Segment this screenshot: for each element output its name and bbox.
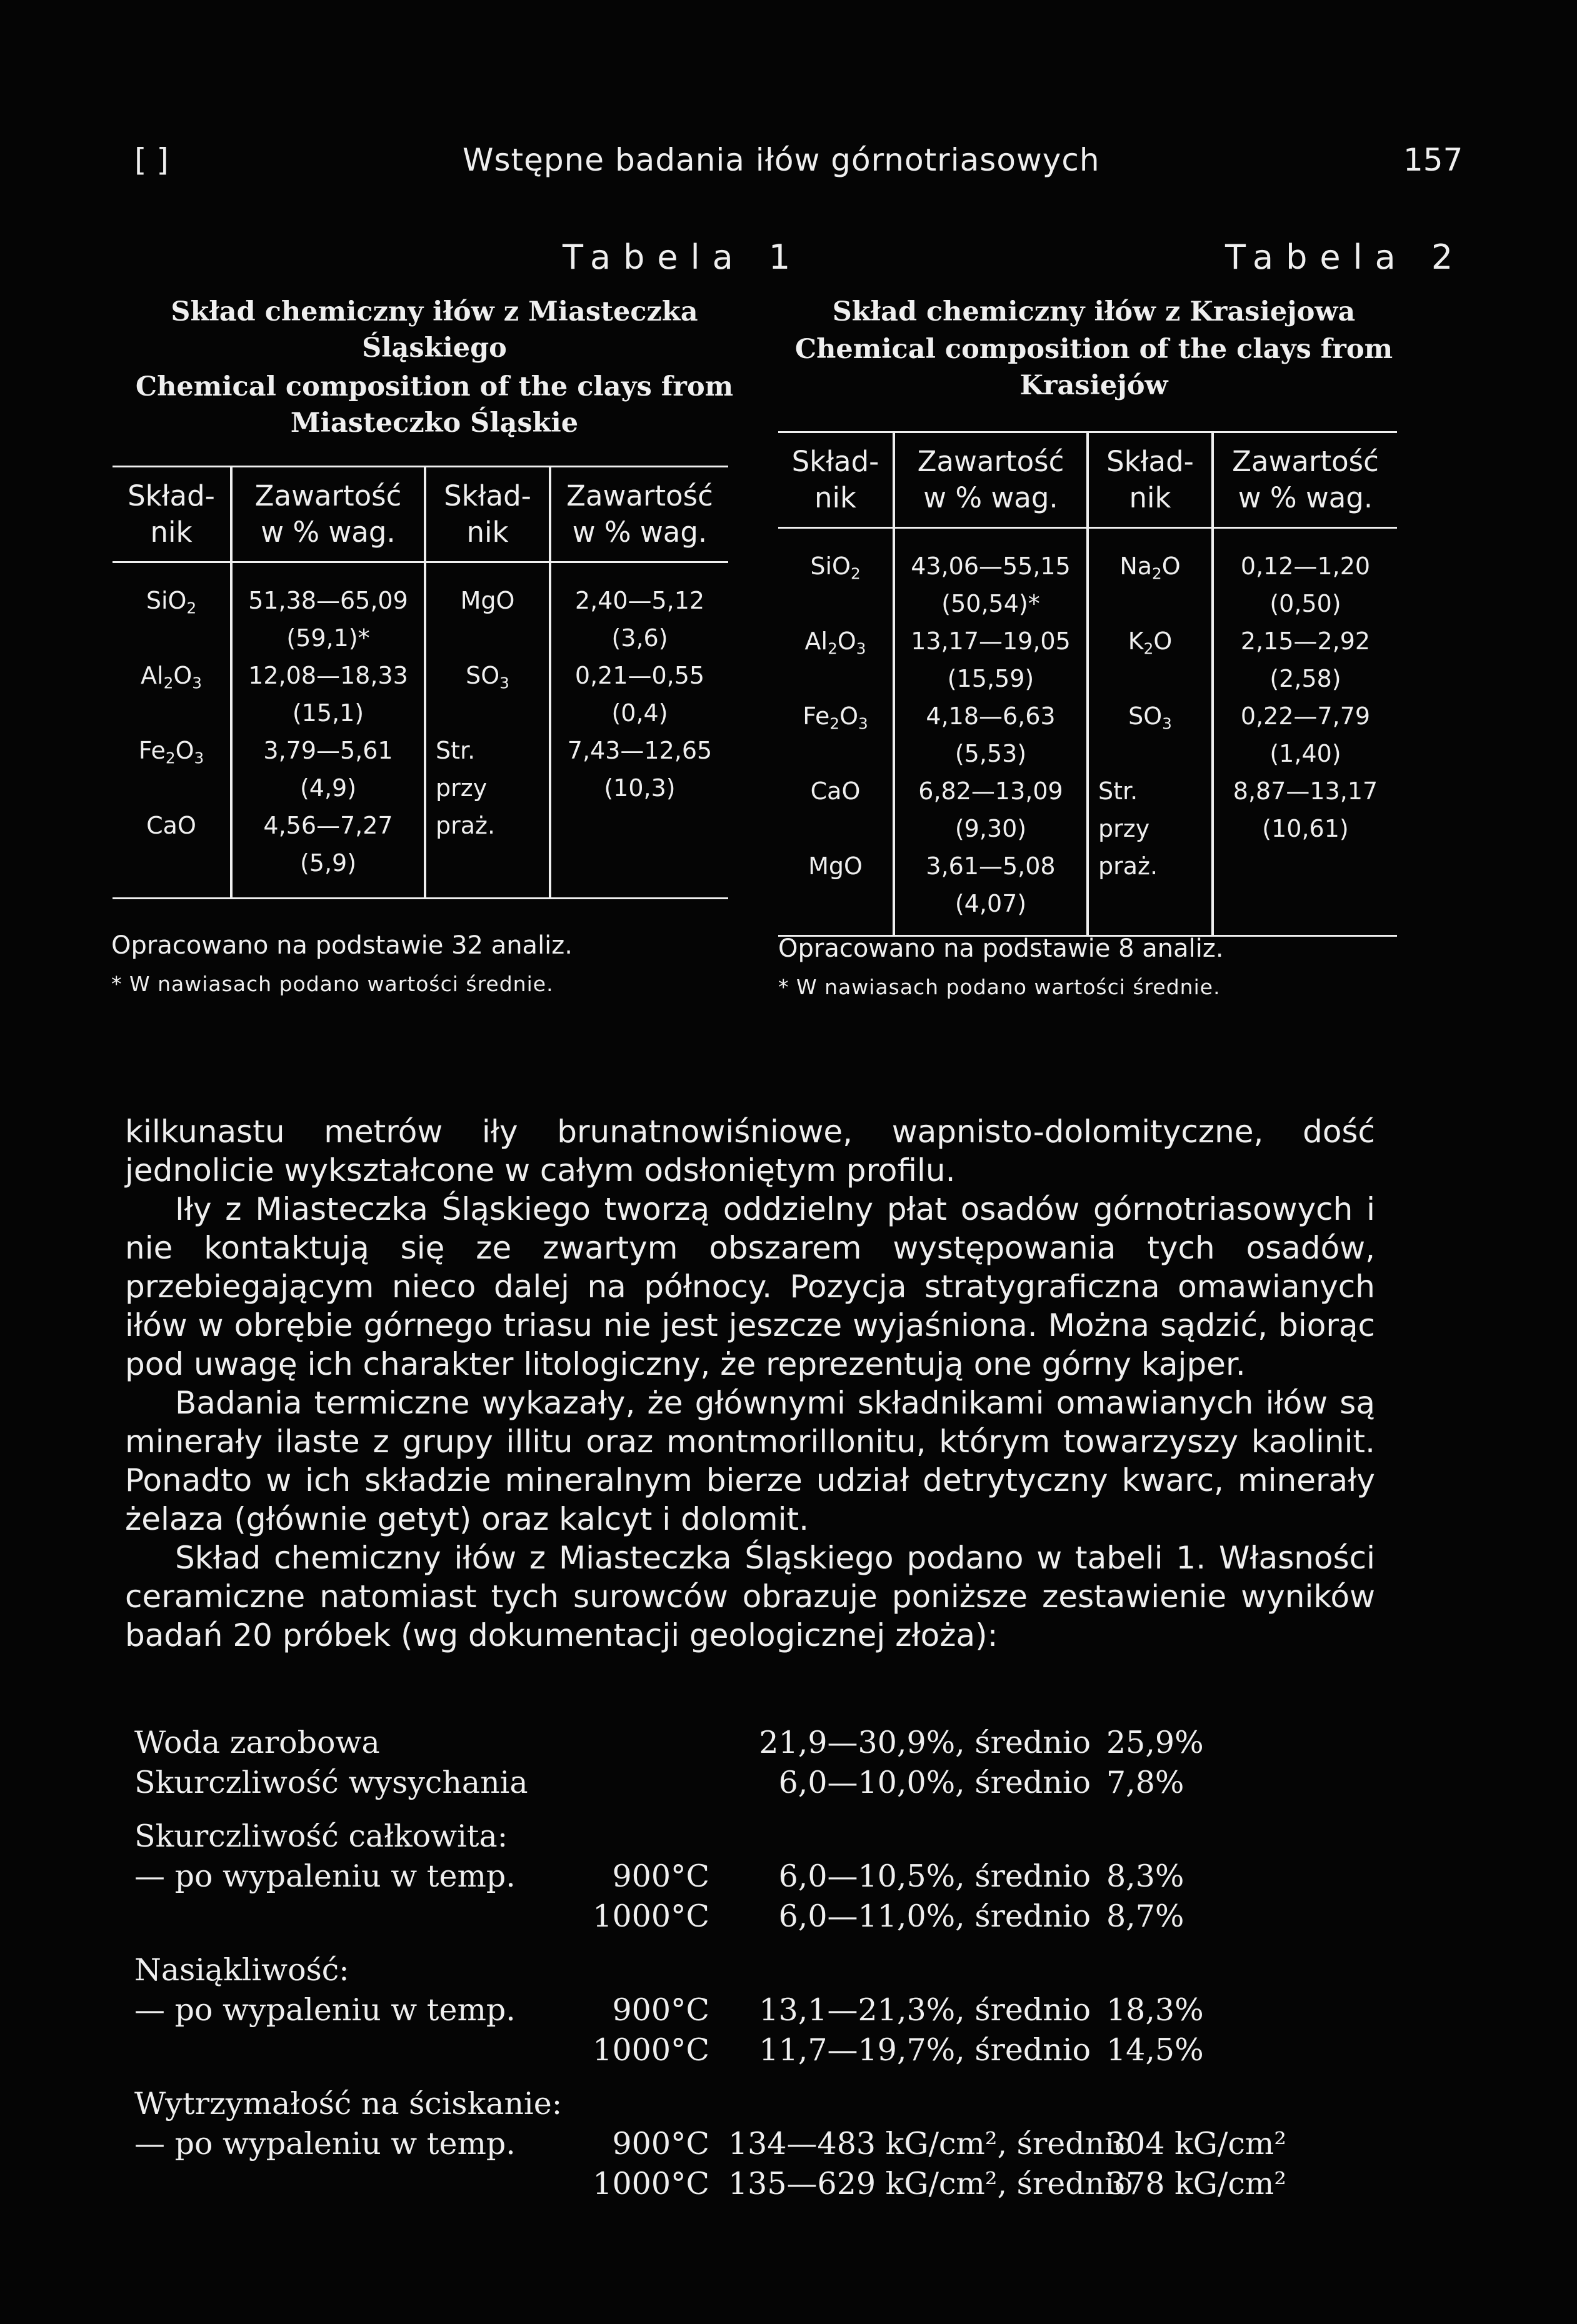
value-cell xyxy=(1213,847,1397,936)
property-range: 13,1—21,3%, średnio xyxy=(759,1992,1091,2028)
table1-header: Skład- nik xyxy=(425,467,550,562)
paragraph: Iły z Miasteczka Śląskiego tworzą oddzielny płat osadów górnotriasowych i nie kontaktują się ze zwartym obszarem występowania tych osadów, przebiegającym nieco dalej na północy. Pozycja stratygraficzna omawianych iłów w obrębie górnego triasu nie jest jeszcze wyjaśniona. Można sądzić, biorąc pod uwagę ich charakter litologiczny, że reprezentują one górny kajper. xyxy=(125,1191,1375,1382)
table-row xyxy=(113,562,728,657)
table1-title-pl: Skład chemiczny iłów z Miasteczka Śląskiego xyxy=(171,296,698,364)
property-label: Skurczliwość wysychania xyxy=(134,1765,528,1800)
temperature: 900°C xyxy=(612,2126,709,2162)
value-cell: 4,18—6,63 (5,53) xyxy=(894,697,1088,772)
component-cell: praż. xyxy=(1088,847,1213,936)
property-mean: 304 kG/cm² xyxy=(1106,2126,1286,2162)
property-row xyxy=(134,2166,1447,2206)
table2-caption: Tabela 2 xyxy=(1225,237,1466,277)
property-row xyxy=(134,1858,1447,1898)
component-cell: SiO$_2$ xyxy=(146,587,197,617)
property-sublabel: — po wypaleniu w temp. xyxy=(134,2126,516,2162)
component-cell: MgO xyxy=(425,562,550,657)
component-cell: SiO$_2$ xyxy=(810,552,861,583)
table1-footnote: * W nawiasach podano wartości średnie. xyxy=(111,972,554,996)
value-cell: 0,12—1,20 (0,50) xyxy=(1213,528,1397,623)
table-row xyxy=(778,847,1397,936)
table-row xyxy=(113,807,728,899)
property-label: Wytrzymałość na ściskanie: xyxy=(134,2086,563,2122)
property-row xyxy=(134,2126,1447,2166)
value-cell: 8,87—13,17 (10,61) xyxy=(1213,772,1397,847)
table-row xyxy=(113,657,728,732)
component-cell: $SO_3$ xyxy=(425,657,550,732)
property-row xyxy=(134,1898,1447,1938)
property-label: Woda zarobowa xyxy=(134,1725,380,1760)
table1-header: Skład- nik xyxy=(128,479,215,549)
property-mean: 18,3% xyxy=(1106,1992,1204,2028)
temperature: 900°C xyxy=(612,1858,709,1894)
paragraph: Skład chemiczny iłów z Miasteczka Śląskiego podano w tabeli 1. Własności ceramiczne natomiast tych surowców obrazuje poniższe zestawienie wyników badań 20 próbek (wg dokumentacji geologicznej złoża): xyxy=(125,1540,1375,1653)
property-label: Nasiąkliwość: xyxy=(134,1952,349,1988)
table2-title-pl: Skład chemiczny iłów z Krasiejowa xyxy=(832,296,1356,327)
value-cell: 0,21—0,55 (0,4) xyxy=(550,657,728,732)
property-sublabel: — po wypaleniu w temp. xyxy=(134,1992,516,2028)
table-row xyxy=(778,528,1397,623)
property-row xyxy=(134,1725,1447,1765)
value-cell: 2,15—2,92 (2,58) xyxy=(1213,622,1397,697)
temperature: 1000°C xyxy=(593,2166,709,2202)
page-marker: [ ] xyxy=(134,142,169,178)
component-cell: MgO xyxy=(778,847,894,936)
table-row xyxy=(778,697,1397,772)
table1-header: Zawartość w % wag. xyxy=(231,467,425,562)
property-range: 135—629 kG/cm², średnio xyxy=(728,2166,1133,2202)
property-sublabel: — po wypaleniu w temp. xyxy=(134,1858,516,1894)
table1-header: Zawartość w % wag. xyxy=(550,467,728,562)
properties-list xyxy=(134,1725,1447,2206)
property-row xyxy=(134,1818,1447,1858)
property-range: 11,7—19,7%, średnio xyxy=(759,2032,1091,2068)
value-cell: 13,17—19,05 (15,59) xyxy=(894,622,1088,697)
value-cell: 12,08—18,33 (15,1) xyxy=(231,657,425,732)
value-cell: 4,56—7,27 (5,9) xyxy=(231,807,425,899)
value-cell xyxy=(550,807,728,899)
table2-header: Skład- nik xyxy=(1088,432,1213,528)
component-cell: $SO_3$ xyxy=(1088,697,1213,772)
table2-footnote: * W nawiasach podano wartości średnie. xyxy=(778,975,1221,999)
property-row xyxy=(134,1765,1447,1805)
property-row xyxy=(134,1992,1447,2032)
property-mean: 7,8% xyxy=(1106,1765,1184,1800)
component-cell: praż. xyxy=(425,807,550,899)
value-cell: 6,82—13,09 (9,30) xyxy=(894,772,1088,847)
paragraph: kilkunastu metrów iły brunatnowiśniowe, wapnisto-dolomityczne, dość jednolicie wykształcone w całym odsłoniętym profilu. xyxy=(125,1114,1375,1189)
value-cell: 3,61—5,08 (4,07) xyxy=(894,847,1088,936)
component-cell: CaO xyxy=(810,777,861,805)
temperature: 1000°C xyxy=(593,2032,709,2068)
property-row xyxy=(134,1952,1447,1992)
table1 xyxy=(113,466,728,899)
component-cell: CaO xyxy=(113,807,231,899)
component-cell: Str. przy xyxy=(425,732,550,807)
table2-title-en: Chemical composition of the clays from Krasiejów xyxy=(794,334,1393,401)
value-cell: 0,22—7,79 (1,40) xyxy=(1213,697,1397,772)
table1-title-en: Chemical composition of the clays from Miasteczko Śląskie xyxy=(135,371,734,439)
table2-header: Zawartość w % wag. xyxy=(1213,432,1397,528)
paragraph: Badania termiczne wykazały, że głównymi składnikami omawianych iłów są minerały ilaste z grupy illitu oraz montmorillonitu, którym towarzyszy kaolinit. Ponadto w ich składzie mineralnym bierze udział detrytyczny kwarc, minerały żelaza (głównie getyt) oraz kalcyt i dolomit. xyxy=(125,1385,1375,1537)
table2-header-row xyxy=(778,432,1397,528)
component-cell: $K_2O$ xyxy=(1088,622,1213,697)
body-text xyxy=(125,1112,1375,1655)
value-cell: 2,40—5,12 (3,6) xyxy=(550,562,728,657)
table-row xyxy=(778,622,1397,697)
running-title: Wstępne badania iłów górnotriasowych xyxy=(463,142,1100,178)
component-cell: $Na_2O$ xyxy=(1088,528,1213,623)
table1-header-row xyxy=(113,467,728,562)
table2-header: Skład- nik xyxy=(791,445,879,514)
property-range: 6,0—10,0%, średnio xyxy=(778,1765,1091,1800)
value-cell: 51,38—65,09 (59,1)* xyxy=(231,562,425,657)
property-range: 6,0—11,0%, średnio xyxy=(778,1898,1091,1934)
property-row xyxy=(134,2086,1447,2126)
table2-header: Zawartość w % wag. xyxy=(894,432,1088,528)
component-cell: Str. przy xyxy=(1088,772,1213,847)
property-label: Skurczliwość całkowita: xyxy=(134,1818,508,1854)
value-cell: 3,79—5,61 (4,9) xyxy=(231,732,425,807)
property-mean: 14,5% xyxy=(1106,2032,1204,2068)
temperature: 900°C xyxy=(612,1992,709,2028)
component-cell: $Al_2O_3$ xyxy=(141,662,202,692)
component-cell: $Fe_2O_3$ xyxy=(803,702,868,733)
table-row xyxy=(113,732,728,807)
property-mean: 25,9% xyxy=(1106,1725,1204,1760)
value-cell: 43,06—55,15 (50,54)* xyxy=(894,528,1088,623)
property-range: 21,9—30,9%, średnio xyxy=(759,1725,1091,1760)
table-row xyxy=(778,772,1397,847)
table1-note: Opracowano na podstawie 32 analiz. xyxy=(111,931,573,960)
property-mean: 8,7% xyxy=(1106,1898,1184,1934)
table2-note: Opracowano na podstawie 8 analiz. xyxy=(778,934,1224,963)
property-range: 134—483 kG/cm², średnio xyxy=(728,2126,1133,2162)
running-header xyxy=(0,134,1577,184)
table1-caption: Tabela 1 xyxy=(563,237,803,277)
component-cell: $Al_2O_3$ xyxy=(804,627,866,658)
property-range: 6,0—10,5%, średnio xyxy=(778,1858,1091,1894)
page-number: 157 xyxy=(1403,142,1463,178)
value-cell: 7,43—12,65 (10,3) xyxy=(550,732,728,807)
property-mean: 378 kG/cm² xyxy=(1106,2166,1286,2202)
property-mean: 8,3% xyxy=(1106,1858,1184,1894)
property-row xyxy=(134,2032,1447,2072)
component-cell: $Fe_2O_3$ xyxy=(138,737,204,767)
temperature: 1000°C xyxy=(593,1898,709,1934)
table2 xyxy=(778,431,1397,937)
